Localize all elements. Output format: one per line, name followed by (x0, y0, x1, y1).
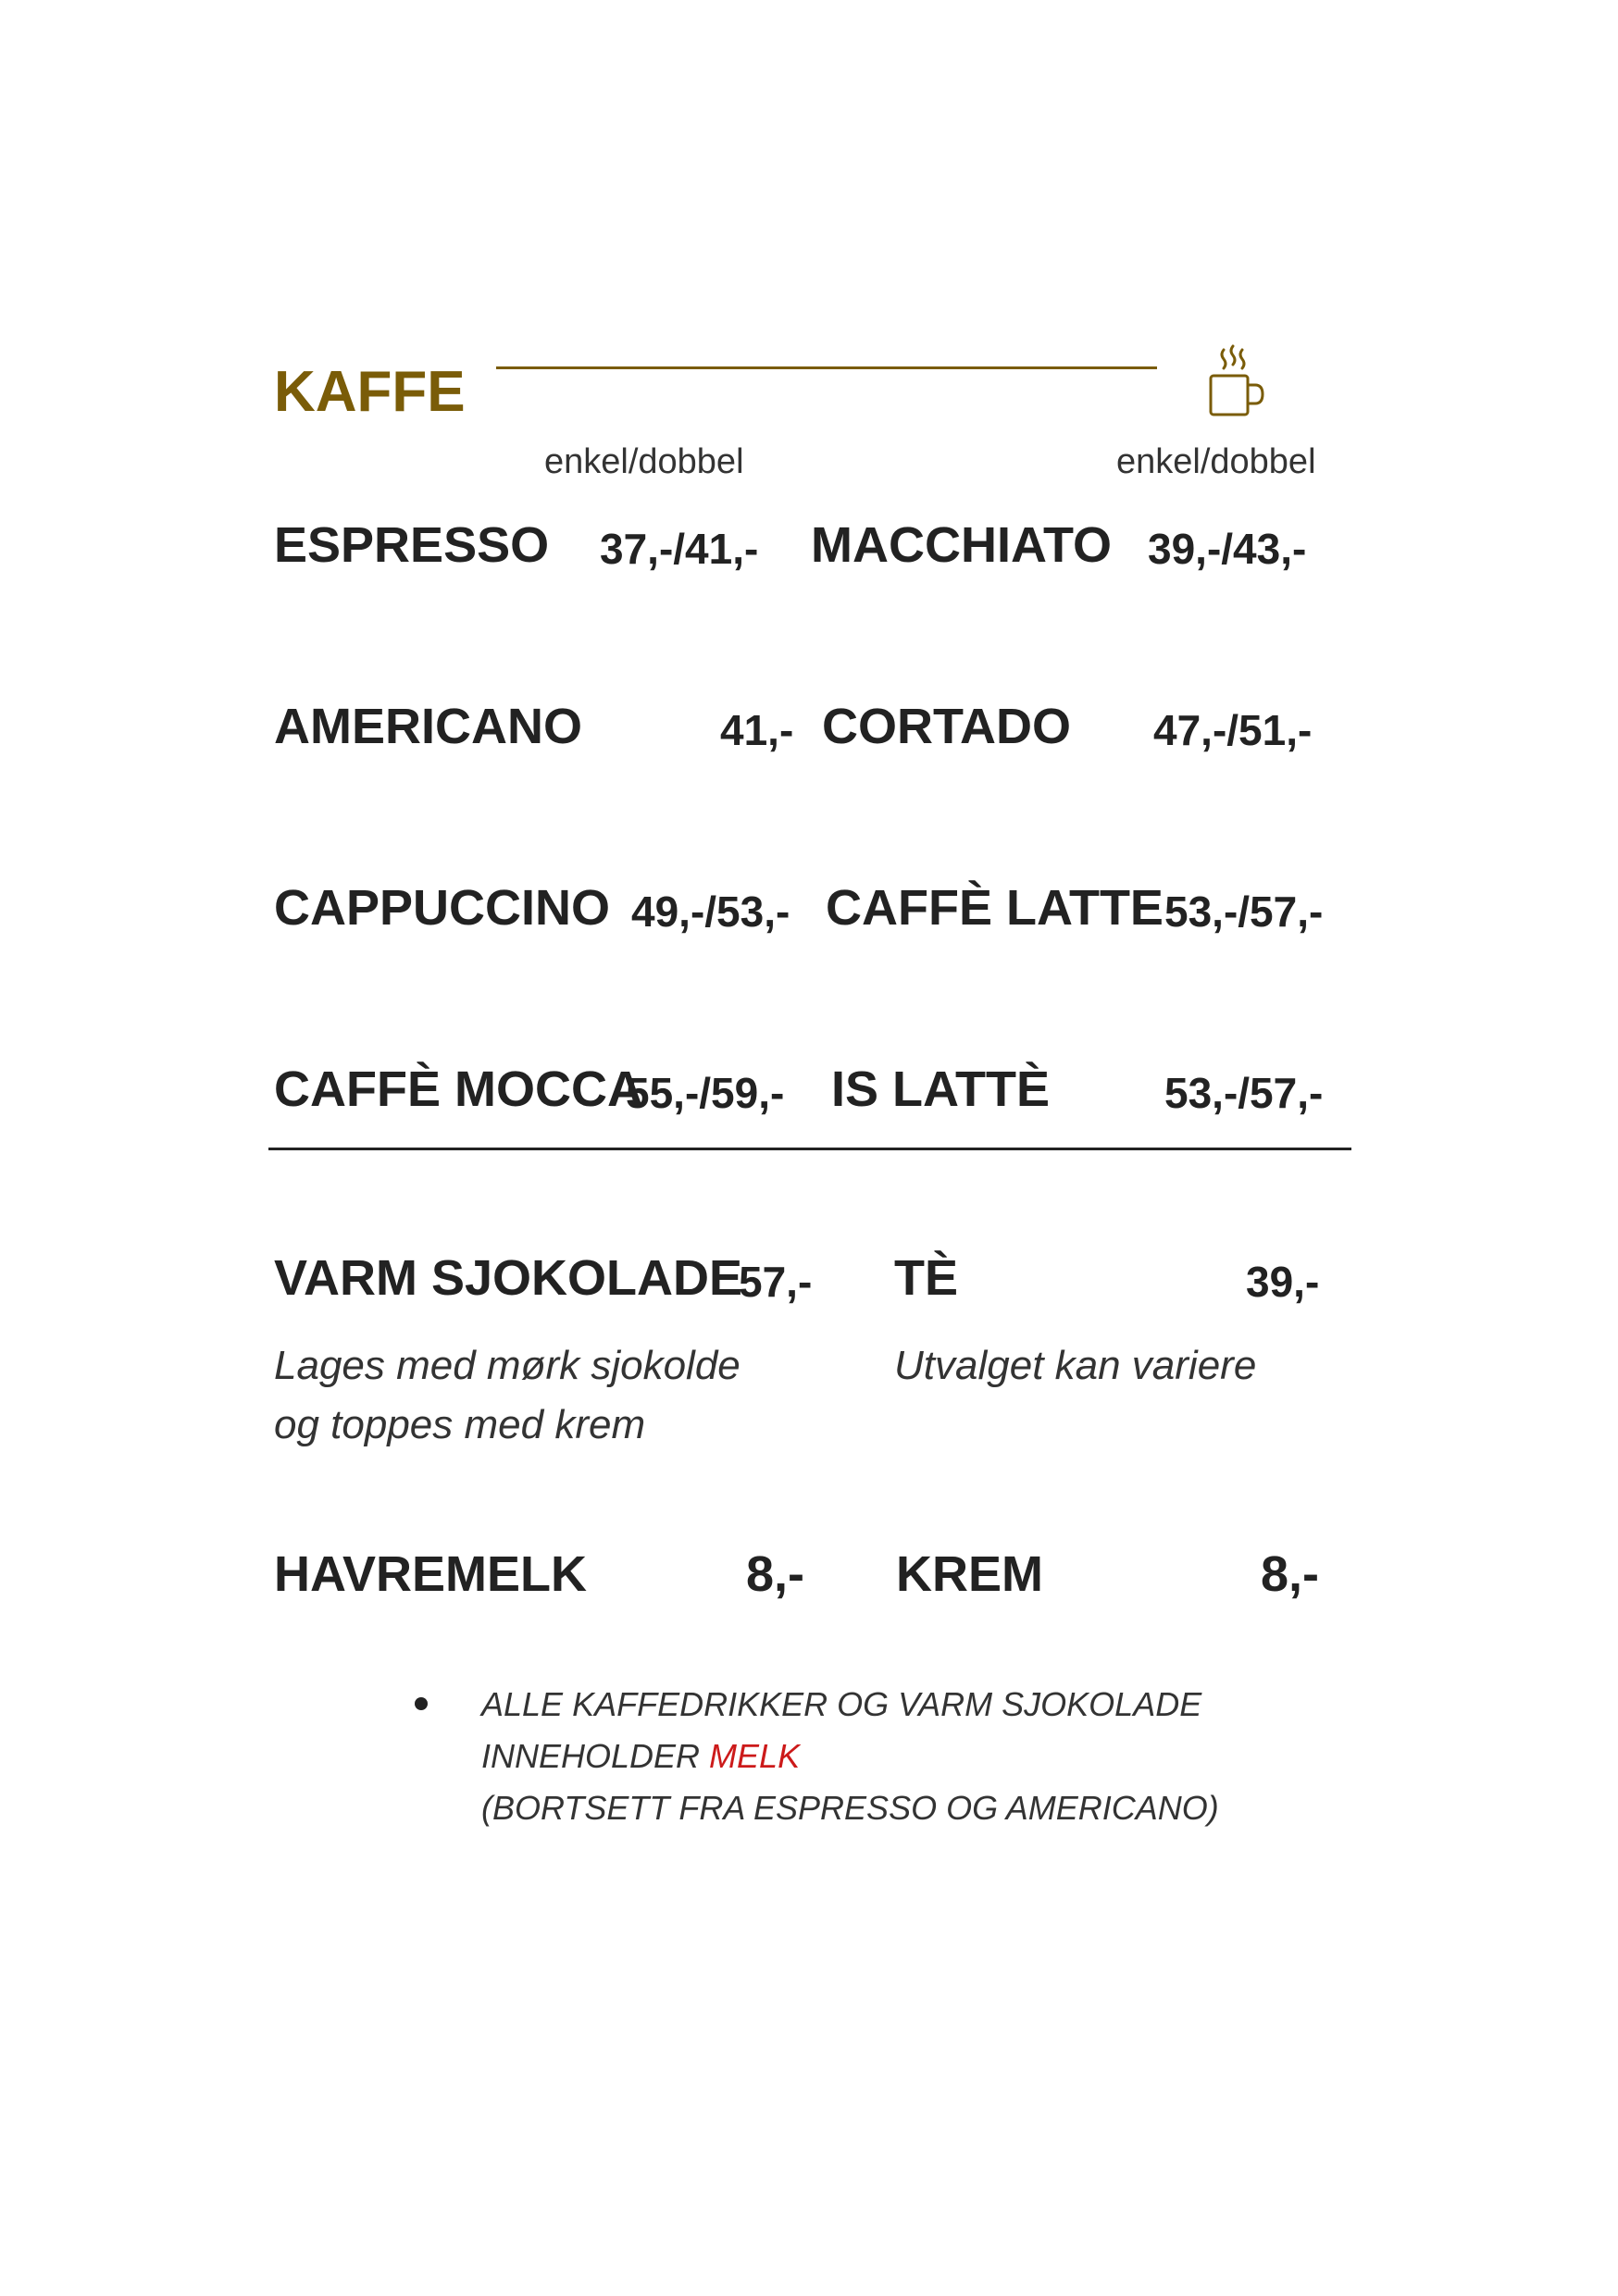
menu-item-price: 39,-/43,- (1148, 525, 1307, 573)
allergen-highlight: MELK (709, 1737, 801, 1775)
menu-item-name: HAVREMELK (274, 1546, 588, 1602)
menu-item-description: Lages med mørk sjokolde (274, 1343, 741, 1388)
menu-item-name: AMERICANO (274, 699, 582, 754)
menu-item-price: 8,- (1261, 1546, 1320, 1602)
menu-item-price: 53,-/57,- (1164, 887, 1324, 936)
menu-item-description: Utvalget kan variere (894, 1343, 1257, 1388)
coffee-cup-icon (1203, 342, 1268, 422)
menu-item-price: 37,-/41,- (600, 525, 759, 573)
menu-item-name: IS LATTÈ (831, 1061, 1050, 1117)
menu-item-name: CAFFÈ LATTE (826, 880, 1164, 936)
menu-item-description: og toppes med krem (274, 1402, 646, 1447)
menu-item-price: 53,-/57,- (1164, 1069, 1324, 1117)
menu-item-price: 47,-/51,- (1153, 706, 1313, 754)
menu-item-name: KREM (896, 1546, 1043, 1602)
menu-item-name: TÈ (894, 1250, 959, 1306)
allergy-note-line: ALLE KAFFEDRIKKER OG VARM SJOKOLADE (481, 1685, 1202, 1723)
menu-item-price: 57,- (739, 1258, 813, 1306)
allergy-note-line: (BORTSETT FRA ESPRESSO OG AMERICANO) (481, 1789, 1219, 1827)
size-label-right: enkel/dobbel (1116, 442, 1316, 481)
allergy-note-text: INNEHOLDER (481, 1737, 710, 1775)
section-divider (268, 1148, 1351, 1150)
menu-item-name: CORTADO (822, 699, 1071, 754)
header-divider (496, 366, 1157, 369)
menu-item-price: 39,- (1246, 1258, 1320, 1306)
menu-item-price: 49,-/53,- (631, 887, 790, 936)
menu-item-name: VARM SJOKOLADE (274, 1250, 743, 1306)
menu-item-price: 55,-/59,- (626, 1069, 785, 1117)
menu-item-name: ESPRESSO (274, 517, 550, 573)
menu-item-name: MACCHIATO (811, 517, 1112, 573)
menu-item-name: CAFFÈ MOCCA (274, 1061, 643, 1117)
bullet-icon (415, 1697, 428, 1710)
section-title: KAFFE (274, 360, 466, 424)
menu-item-price: 41,- (720, 706, 794, 754)
menu-item-price: 8,- (746, 1546, 805, 1602)
menu-item-name: CAPPUCCINO (274, 880, 611, 936)
size-label-left: enkel/dobbel (544, 442, 744, 481)
allergy-note-line (481, 1731, 800, 1782)
